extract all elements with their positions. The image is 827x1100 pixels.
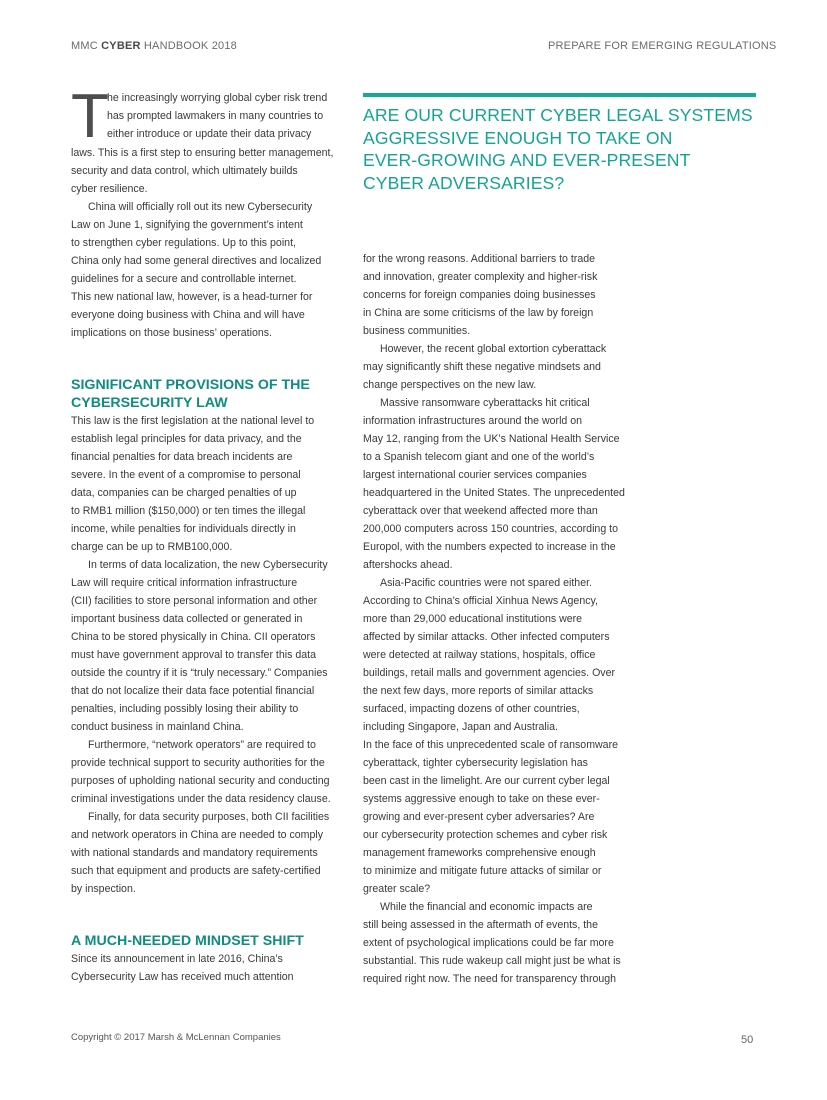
text-line: everyone doing business with China and will have xyxy=(71,309,305,321)
left-column xyxy=(71,82,349,986)
text-line: with national standards and mandatory requirements xyxy=(71,847,318,859)
text-line: systems aggressive enough to take on these ever- xyxy=(363,793,600,805)
text-line: severe. In the event of a compromise to personal xyxy=(71,469,301,481)
text-line: Law will require critical information infrastructure xyxy=(71,577,298,589)
body-paragraph xyxy=(71,412,349,556)
pull-quote-line: EVER-GROWING AND EVER-PRESENT xyxy=(363,150,691,170)
text-line: Furthermore, “network operators” are required to xyxy=(88,739,316,751)
text-line: in China are some criticisms of the law by foreign xyxy=(363,307,594,319)
pull-quote-line: CYBER ADVERSARIES? xyxy=(363,172,565,193)
text-line: Europol, with the numbers expected to increase in the xyxy=(363,541,616,553)
text-line: provide technical support to security authorities for the xyxy=(71,757,325,769)
intro-paragraph xyxy=(71,82,349,198)
text-line: to strengthen cyber regulations. Up to this point, xyxy=(71,237,296,249)
body-paragraph xyxy=(363,250,638,340)
text-line: purposes of upholding national security and conducting xyxy=(71,775,330,787)
body-paragraph xyxy=(363,394,638,574)
body-paragraph xyxy=(71,950,349,986)
text-line: income, while penalties for individuals directly in xyxy=(71,523,296,535)
pull-quote-line: AGGRESSIVE ENOUGH TO TAKE ON xyxy=(363,127,673,148)
section-heading: SIGNIFICANT PROVISIONS OF THE CYBERSECURITY LAW xyxy=(71,377,310,411)
text-line: substantial. This rude wakeup call might just be what is xyxy=(363,955,621,967)
text-line: change perspectives on the new law. xyxy=(363,379,537,391)
text-line: he increasingly worrying global cyber risk trend xyxy=(107,92,328,104)
text-line: In the face of this unprecedented scale of ransomware xyxy=(363,739,618,751)
text-line: China only had some general directives and localized xyxy=(71,255,322,267)
text-line: conduct business in mainland China. xyxy=(71,721,244,733)
text-line: that do not localize their data face potential financial xyxy=(71,685,315,697)
text-line: were detected at railway stations, hospitals, office xyxy=(363,649,596,661)
text-line: important business data collected or generated in xyxy=(71,613,303,625)
text-line: surfaced, impacting dozens of other countries, xyxy=(363,703,580,715)
text-line: penalties, including possibly losing their ability to xyxy=(71,703,299,715)
text-line: criminal investigations under the data residency clause. xyxy=(71,793,331,805)
text-line: Massive ransomware cyberattacks hit critical xyxy=(380,397,590,409)
drop-cap: T xyxy=(71,82,109,151)
text-line: Finally, for data security purposes, both CII facilities xyxy=(88,811,330,823)
text-line: (CII) facilities to store personal information and other xyxy=(71,595,318,607)
text-line: headquartered in the United States. The unprecedented xyxy=(363,487,625,499)
text-line: 200,000 computers across 150 countries, according to xyxy=(363,523,618,535)
text-line: However, the recent global extortion cyberattack xyxy=(380,343,607,355)
text-line: still being assessed in the aftermath of events, the xyxy=(363,919,598,931)
text-line: charge can be up to RMB100,000. xyxy=(71,541,233,553)
text-line: and innovation, greater complexity and higher-risk xyxy=(363,271,598,283)
text-line: This new national law, however, is a head-turner for xyxy=(71,291,313,303)
text-line: required right now. The need for transparency through xyxy=(363,973,617,985)
body-paragraph xyxy=(71,198,349,342)
text-line: May 12, ranging from the UK’s National Health Service xyxy=(363,433,620,445)
text-line: for the wrong reasons. Additional barriers to trade xyxy=(363,253,596,265)
text-line: outside the country if it is “truly necessary.” Companies xyxy=(71,667,328,679)
text-line: extent of psychological implications could be far more xyxy=(363,937,614,949)
running-header-section: PREPARE FOR EMERGING REGULATIONS xyxy=(548,40,777,52)
text-line: cyberattack, tighter cybersecurity legislation has xyxy=(363,757,588,769)
text-line: to a Spanish telecom giant and one of the world’s xyxy=(363,451,595,463)
text-line: According to China’s official Xinhua News Agency, xyxy=(363,595,598,607)
body-paragraph xyxy=(363,898,638,988)
text-line: affected by similar attacks. Other infected computers xyxy=(363,631,610,643)
running-header-title: MMC CYBER HANDBOOK 2018 xyxy=(71,40,237,52)
text-line: to RMB1 million ($150,000) or ten times the illegal xyxy=(71,505,306,517)
text-line: security and data control, which ultimately builds xyxy=(71,165,298,177)
body-paragraph xyxy=(363,574,638,736)
text-line: been cast in the limelight. Are our current cyber legal xyxy=(363,775,610,787)
text-line: to minimize and mitigate future attacks of similar or xyxy=(363,865,602,877)
text-line: business communities. xyxy=(363,325,471,337)
text-line: by inspection. xyxy=(71,883,136,895)
text-line: China to be stored physically in China. CII operators xyxy=(71,631,316,643)
section-heading: A MUCH-NEEDED MINDSET SHIFT xyxy=(71,933,304,949)
body-paragraph xyxy=(71,736,349,808)
text-line: concerns for foreign companies doing businesses xyxy=(363,289,596,301)
text-line: establish legal principles for data privacy, and the xyxy=(71,433,302,445)
text-line: greater scale? xyxy=(363,883,431,895)
text-line: management frameworks comprehensive enough xyxy=(363,847,596,859)
text-line: information infrastructures around the world on xyxy=(363,415,583,427)
text-line: guidelines for a secure and controllable internet. xyxy=(71,273,297,285)
text-line: financial penalties for data breach incidents are xyxy=(71,451,293,463)
text-line: and network operators in China are needed to comply xyxy=(71,829,324,841)
text-line: has prompted lawmakers in many countries to xyxy=(107,110,324,122)
text-line: data, companies can be charged penalties of up xyxy=(71,487,297,499)
body-paragraph xyxy=(363,340,638,394)
text-line: Law on June 1, signifying the government’s intent xyxy=(71,219,303,231)
text-line: largest international courier services companies xyxy=(363,469,587,481)
body-paragraph xyxy=(71,808,349,898)
right-column xyxy=(363,250,638,988)
text-line: In terms of data localization, the new Cybersecurity xyxy=(88,559,328,571)
text-line: our cybersecurity protection schemes and cyber risk xyxy=(363,829,608,841)
text-line: While the financial and economic impacts are xyxy=(380,901,593,913)
text-line: aftershocks ahead. xyxy=(363,559,453,571)
page-number: 50 xyxy=(741,1034,754,1046)
pull-quote xyxy=(363,93,756,194)
text-line: China will officially roll out its new Cybersecurity xyxy=(88,201,313,213)
text-line: laws. This is a first step to ensuring better management, xyxy=(71,147,334,159)
text-line: Asia-Pacific countries were not spared either. xyxy=(380,577,592,589)
text-line: may significantly shift these negative mindsets and xyxy=(363,361,601,373)
text-line: cyberattack over that weekend affected more than xyxy=(363,505,598,517)
text-line: the next few days, more reports of similar attacks xyxy=(363,685,594,697)
text-line: cyber resilience. xyxy=(71,183,148,195)
text-line: must have government approval to transfer this data xyxy=(71,649,316,661)
body-paragraph xyxy=(71,556,349,736)
text-line: This law is the first legislation at the national level to xyxy=(71,415,315,427)
text-line: buildings, retail malls and government agencies. Over xyxy=(363,667,616,679)
text-line: such that equipment and products are safety-certified xyxy=(71,865,321,877)
text-line: either introduce or update their data privacy xyxy=(107,128,312,140)
text-line: growing and ever-present cyber adversaries? Are xyxy=(363,811,595,823)
pull-quote-line: ARE OUR CURRENT CYBER LEGAL SYSTEMS xyxy=(363,105,753,125)
text-line: more than 29,000 educational institutions were xyxy=(363,613,583,625)
text-line: Cybersecurity Law has received much attention xyxy=(71,971,294,983)
text-line: implications on those business’ operations. xyxy=(71,327,273,339)
text-line: Since its announcement in late 2016, China’s xyxy=(71,953,283,965)
text-line: including Singapore, Japan and Australia. xyxy=(363,721,558,733)
copyright: Copyright © 2017 Marsh & McLennan Companies xyxy=(71,1032,281,1043)
body-paragraph xyxy=(363,736,638,898)
